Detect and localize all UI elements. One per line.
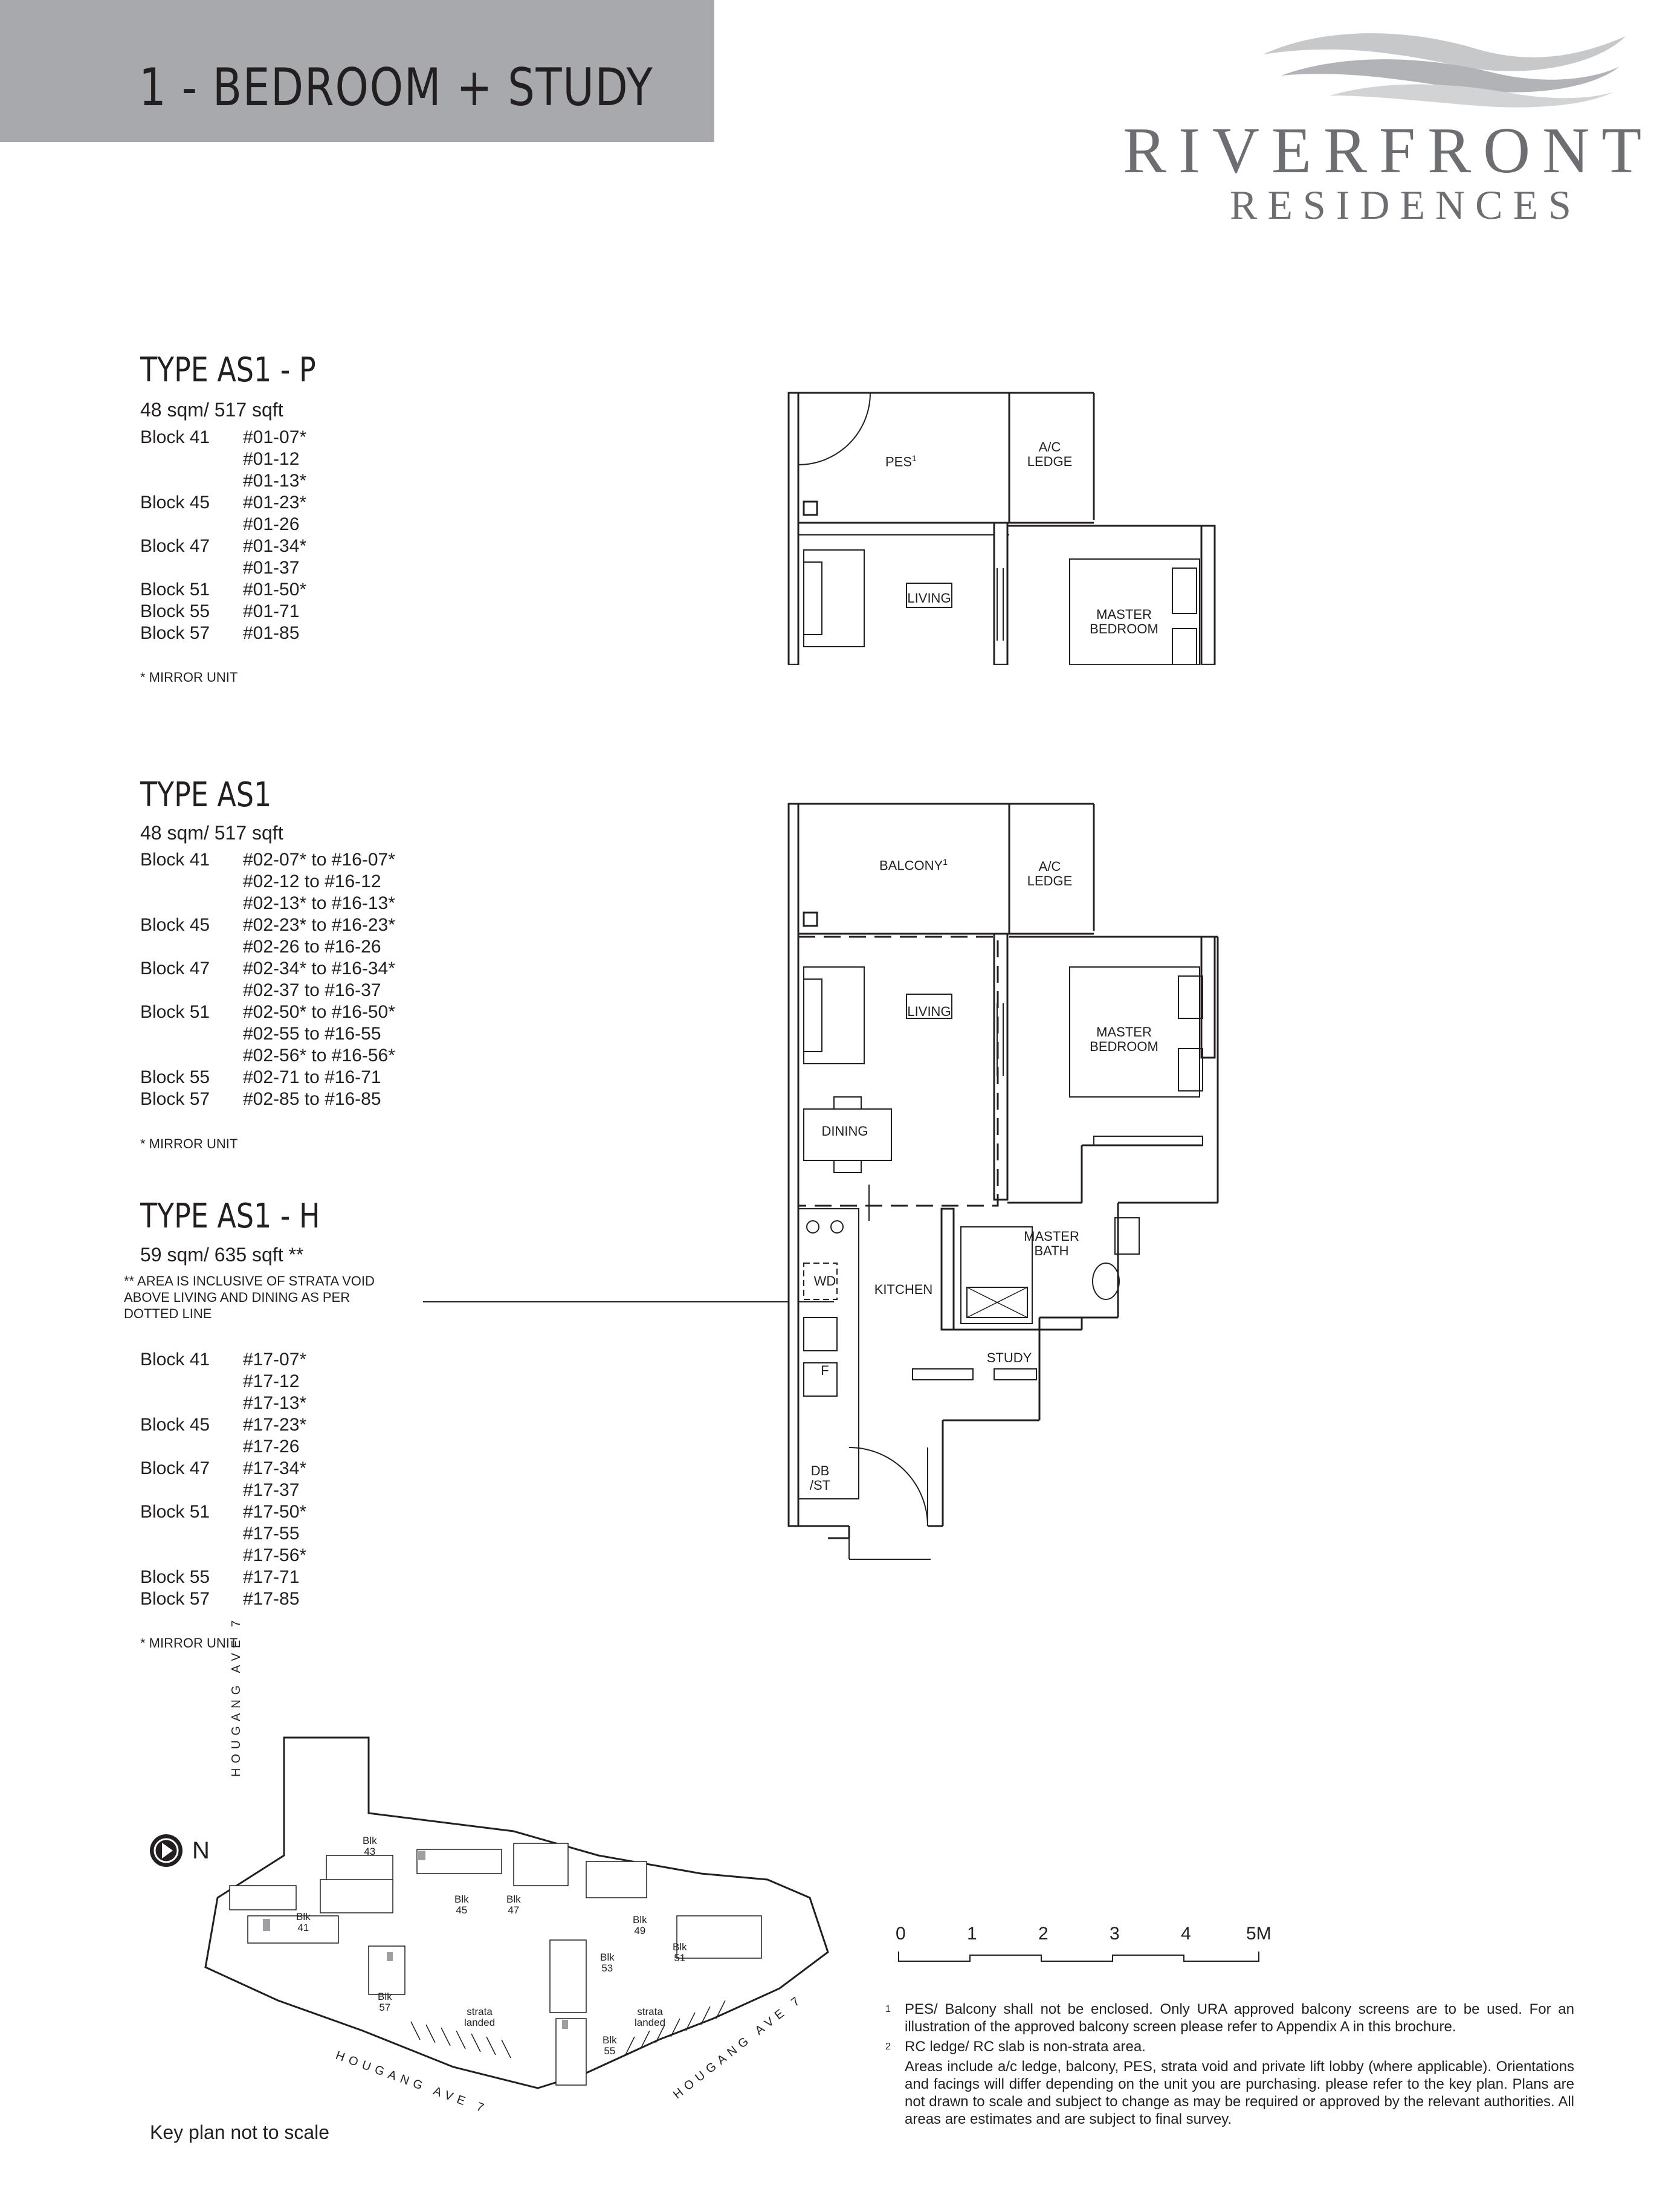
scale-tick-label: 0 [896, 1924, 906, 1944]
room-label-balcony: BALCONY$^1$ [879, 857, 948, 873]
block-name: Block 51 [140, 1002, 210, 1022]
block-label: Blk 57 [378, 1991, 392, 2013]
block-name [140, 1392, 243, 1414]
room-label-master-bath: MASTER BATH [1024, 1229, 1079, 1258]
block-name: Block 45 [140, 493, 210, 513]
block-name: Block 57 [140, 623, 210, 643]
unit-list [140, 849, 395, 1110]
block-label: Blk 51 [673, 1941, 687, 1964]
room-label-ac-ledge: A/C LEDGE [1027, 859, 1073, 888]
block-name [140, 448, 243, 470]
unit-row [140, 1371, 306, 1392]
logo-subtitle: RESIDENCES [1230, 182, 1582, 228]
footnote: Areas include a/c ledge, balcony, PES, strata void and private lift lobby (where applicable). Orientations and facings will differ depending on the unit you are purchasing. please refer to the key plan. Plans are not drawn to scale and subject to change as may be required or approved by the relevant authorities. All areas are estimates and are subject to final survey. [905, 2058, 1574, 2127]
unit-row [140, 1501, 306, 1523]
unit-row [140, 514, 306, 535]
block-label: Blk 45 [454, 1893, 469, 1916]
block-name: Block 45 [140, 1415, 210, 1435]
room-label-dining: DINING [821, 1124, 868, 1139]
fridge-label: F [821, 1363, 829, 1378]
block-label: Blk 53 [600, 1952, 615, 1974]
unit-number: #17-85 [243, 1589, 300, 1609]
scale-bar [897, 1949, 1272, 1967]
unit-row [140, 1392, 306, 1414]
road-label: HOUGANG AVE 7 [671, 1991, 806, 2102]
type-title: TYPE AS1 - H [140, 1197, 320, 1236]
unit-number: #17-71 [243, 1567, 300, 1587]
mirror-note: * MIRROR UNIT [140, 1136, 238, 1151]
landed-label: strata landed [464, 2006, 496, 2028]
unit-row [140, 1567, 306, 1588]
key-plan-caption: Key plan not to scale [150, 2121, 330, 2143]
unit-row [140, 936, 395, 958]
page-title: 1 - BEDROOM + STUDY [139, 57, 654, 118]
block-name [140, 1045, 243, 1067]
block-name [140, 936, 243, 958]
unit-row [140, 623, 306, 644]
unit-number: #02-26 to #16-26 [243, 937, 381, 957]
block-name: Block 51 [140, 1502, 210, 1522]
scale-tick-label: 2 [1038, 1924, 1049, 1944]
unit-number: #02-12 to #16-12 [243, 872, 381, 891]
footnote: 2 RC ledge/ RC slab is non-strata area. [885, 2039, 1146, 2055]
unit-row [140, 1001, 395, 1023]
unit-row [140, 492, 306, 514]
unit-row [140, 1414, 306, 1436]
unit-row [140, 601, 306, 623]
unit-number: #02-37 to #16-37 [243, 980, 381, 1000]
room-label-kitchen: KITCHEN [874, 1282, 933, 1297]
unit-row [140, 557, 306, 579]
unit-row [140, 1480, 306, 1501]
block-name [140, 1436, 243, 1458]
block-label: Blk 41 [296, 1911, 311, 1933]
unit-row [140, 849, 395, 871]
type-title: TYPE AS1 - P [140, 351, 316, 390]
unit-row [140, 427, 306, 448]
unit-number: #02-56* to #16-56* [243, 1046, 395, 1066]
block-name [140, 1371, 243, 1392]
block-name: Block 55 [140, 601, 210, 621]
unit-row [140, 1458, 306, 1480]
room-label-db-st: DB /ST [809, 1463, 831, 1493]
block-name: Block 47 [140, 959, 210, 978]
north-arrow-icon [150, 1834, 183, 1867]
unit-area: 48 sqm/ 517 sqft [140, 399, 283, 421]
unit-row [140, 579, 306, 601]
unit-row [140, 1436, 306, 1458]
mirror-note: * MIRROR UNIT [140, 1635, 238, 1651]
unit-number: #17-56* [243, 1545, 307, 1565]
mirror-note: * MIRROR UNIT [140, 670, 238, 685]
room-label-master-bedroom: MASTER BEDROOM [1090, 1024, 1158, 1054]
unit-number: #17-26 [243, 1437, 300, 1457]
unit-number: #01-13* [243, 471, 307, 491]
block-name: Block 55 [140, 1567, 210, 1587]
unit-number: #01-85 [243, 623, 300, 643]
room-label-wd: WD [813, 1273, 836, 1289]
unit-row [140, 914, 395, 936]
unit-row [140, 1088, 395, 1110]
unit-list [140, 1349, 306, 1610]
unit-number: #02-50* to #16-50* [243, 1002, 395, 1022]
block-name: Block 41 [140, 1350, 210, 1370]
scale-tick-label: 1 [967, 1924, 977, 1944]
unit-number: #01-23* [243, 493, 307, 513]
unit-number: #01-34* [243, 536, 307, 556]
room-label-pes: PES$^1$ [885, 453, 917, 470]
room-label-living: LIVING [907, 590, 951, 606]
unit-row [140, 958, 395, 980]
unit-number: #02-85 to #16-85 [243, 1089, 381, 1109]
block-name: Block 57 [140, 1589, 210, 1609]
unit-row [140, 1045, 395, 1067]
scale-tick-label: 5M [1246, 1924, 1271, 1944]
unit-number: #01-07* [243, 427, 307, 447]
unit-number: #02-34* to #16-34* [243, 959, 395, 978]
unit-row [140, 893, 395, 914]
unit-number: #02-71 to #16-71 [243, 1067, 381, 1087]
room-label-ac-ledge: A/C LEDGE [1027, 439, 1073, 469]
unit-number: #17-23* [243, 1415, 307, 1435]
block-name: Block 41 [140, 427, 210, 447]
unit-number: #01-71 [243, 601, 300, 621]
unit-number: #01-26 [243, 514, 300, 534]
type-title: TYPE AS1 [140, 775, 272, 815]
unit-row [140, 980, 395, 1001]
unit-area: 48 sqm/ 517 sqft [140, 822, 283, 844]
block-name: Block 45 [140, 915, 210, 935]
block-name [140, 893, 243, 914]
unit-number: #17-55 [243, 1524, 300, 1544]
footnote: 1 PES/ Balcony shall not be enclosed. Only URA approved balcony screens are to be used. For an illustration of the approved balcony screen please refer to Appendix A in this brochure. [885, 2001, 1574, 2035]
unit-row [140, 535, 306, 557]
riverfront-logo-wave-icon [1257, 18, 1632, 109]
unit-number: #17-13* [243, 1393, 307, 1413]
unit-row [140, 871, 395, 893]
unit-number: #17-37 [243, 1480, 300, 1500]
block-label: Blk 49 [633, 1914, 647, 1936]
block-label: Blk 43 [363, 1835, 377, 1857]
block-name: Block 41 [140, 850, 210, 870]
unit-number: #01-50* [243, 580, 307, 600]
unit-row [140, 1523, 306, 1545]
block-name: Block 47 [140, 1458, 210, 1478]
scale-tick-label: 4 [1181, 1924, 1191, 1944]
block-label: Blk 47 [506, 1893, 521, 1916]
floor-plan-as1-p [780, 387, 1239, 665]
unit-row [140, 1349, 306, 1371]
block-name [140, 871, 243, 893]
north-label: N [192, 1837, 210, 1864]
unit-number: #17-12 [243, 1371, 300, 1391]
unit-number: #01-12 [243, 449, 300, 469]
unit-number: #02-07* to #16-07* [243, 850, 395, 870]
unit-list [140, 427, 306, 644]
floor-plan-as1 [780, 798, 1239, 1571]
unit-number: #02-13* to #16-13* [243, 893, 395, 913]
scale-tick-label: 3 [1110, 1924, 1120, 1944]
block-name [140, 557, 243, 579]
unit-row [140, 1545, 306, 1567]
unit-area: 59 sqm/ 635 sqft ** [140, 1244, 304, 1266]
room-label-study: STUDY [986, 1350, 1032, 1365]
block-name: Block 55 [140, 1067, 210, 1087]
unit-number: #17-07* [243, 1350, 307, 1370]
logo-wordmark: RIVERFRONT [1123, 115, 1654, 187]
road-label: HOUGANG AVE 7 [230, 1615, 243, 1777]
room-label-master-bedroom: MASTER BEDROOM [1090, 607, 1158, 636]
block-name: Block 57 [140, 1089, 210, 1109]
block-name: Block 47 [140, 536, 210, 556]
unit-row [140, 1067, 395, 1088]
room-label-living: LIVING [907, 1004, 951, 1019]
block-name [140, 1023, 243, 1045]
strata-void-leader-line [423, 1293, 834, 1305]
block-name: Block 51 [140, 580, 210, 600]
road-label: HOUGANG AVE 7 [334, 2049, 490, 2117]
unit-number: #17-50* [243, 1502, 307, 1522]
block-name [140, 470, 243, 492]
block-name [140, 514, 243, 535]
block-name [140, 1480, 243, 1501]
strata-void-note: ** AREA IS INCLUSIVE OF STRATA VOID ABOVE LIVING AND DINING AS PER DOTTED LINE [124, 1273, 375, 1321]
unit-row [140, 470, 306, 492]
block-label: Blk 55 [603, 2034, 617, 2057]
unit-row [140, 1588, 306, 1610]
unit-number: #02-55 to #16-55 [243, 1024, 381, 1044]
scale-bar-labels [888, 1924, 1287, 1948]
unit-row [140, 448, 306, 470]
block-name [140, 1545, 243, 1567]
landed-label: strata landed [635, 2006, 666, 2028]
footnotes [885, 2000, 1574, 2128]
unit-row [140, 1023, 395, 1045]
block-name [140, 1523, 243, 1545]
block-name [140, 980, 243, 1001]
unit-number: #17-34* [243, 1458, 307, 1478]
unit-number: #01-37 [243, 558, 300, 578]
unit-number: #02-23* to #16-23* [243, 915, 395, 935]
